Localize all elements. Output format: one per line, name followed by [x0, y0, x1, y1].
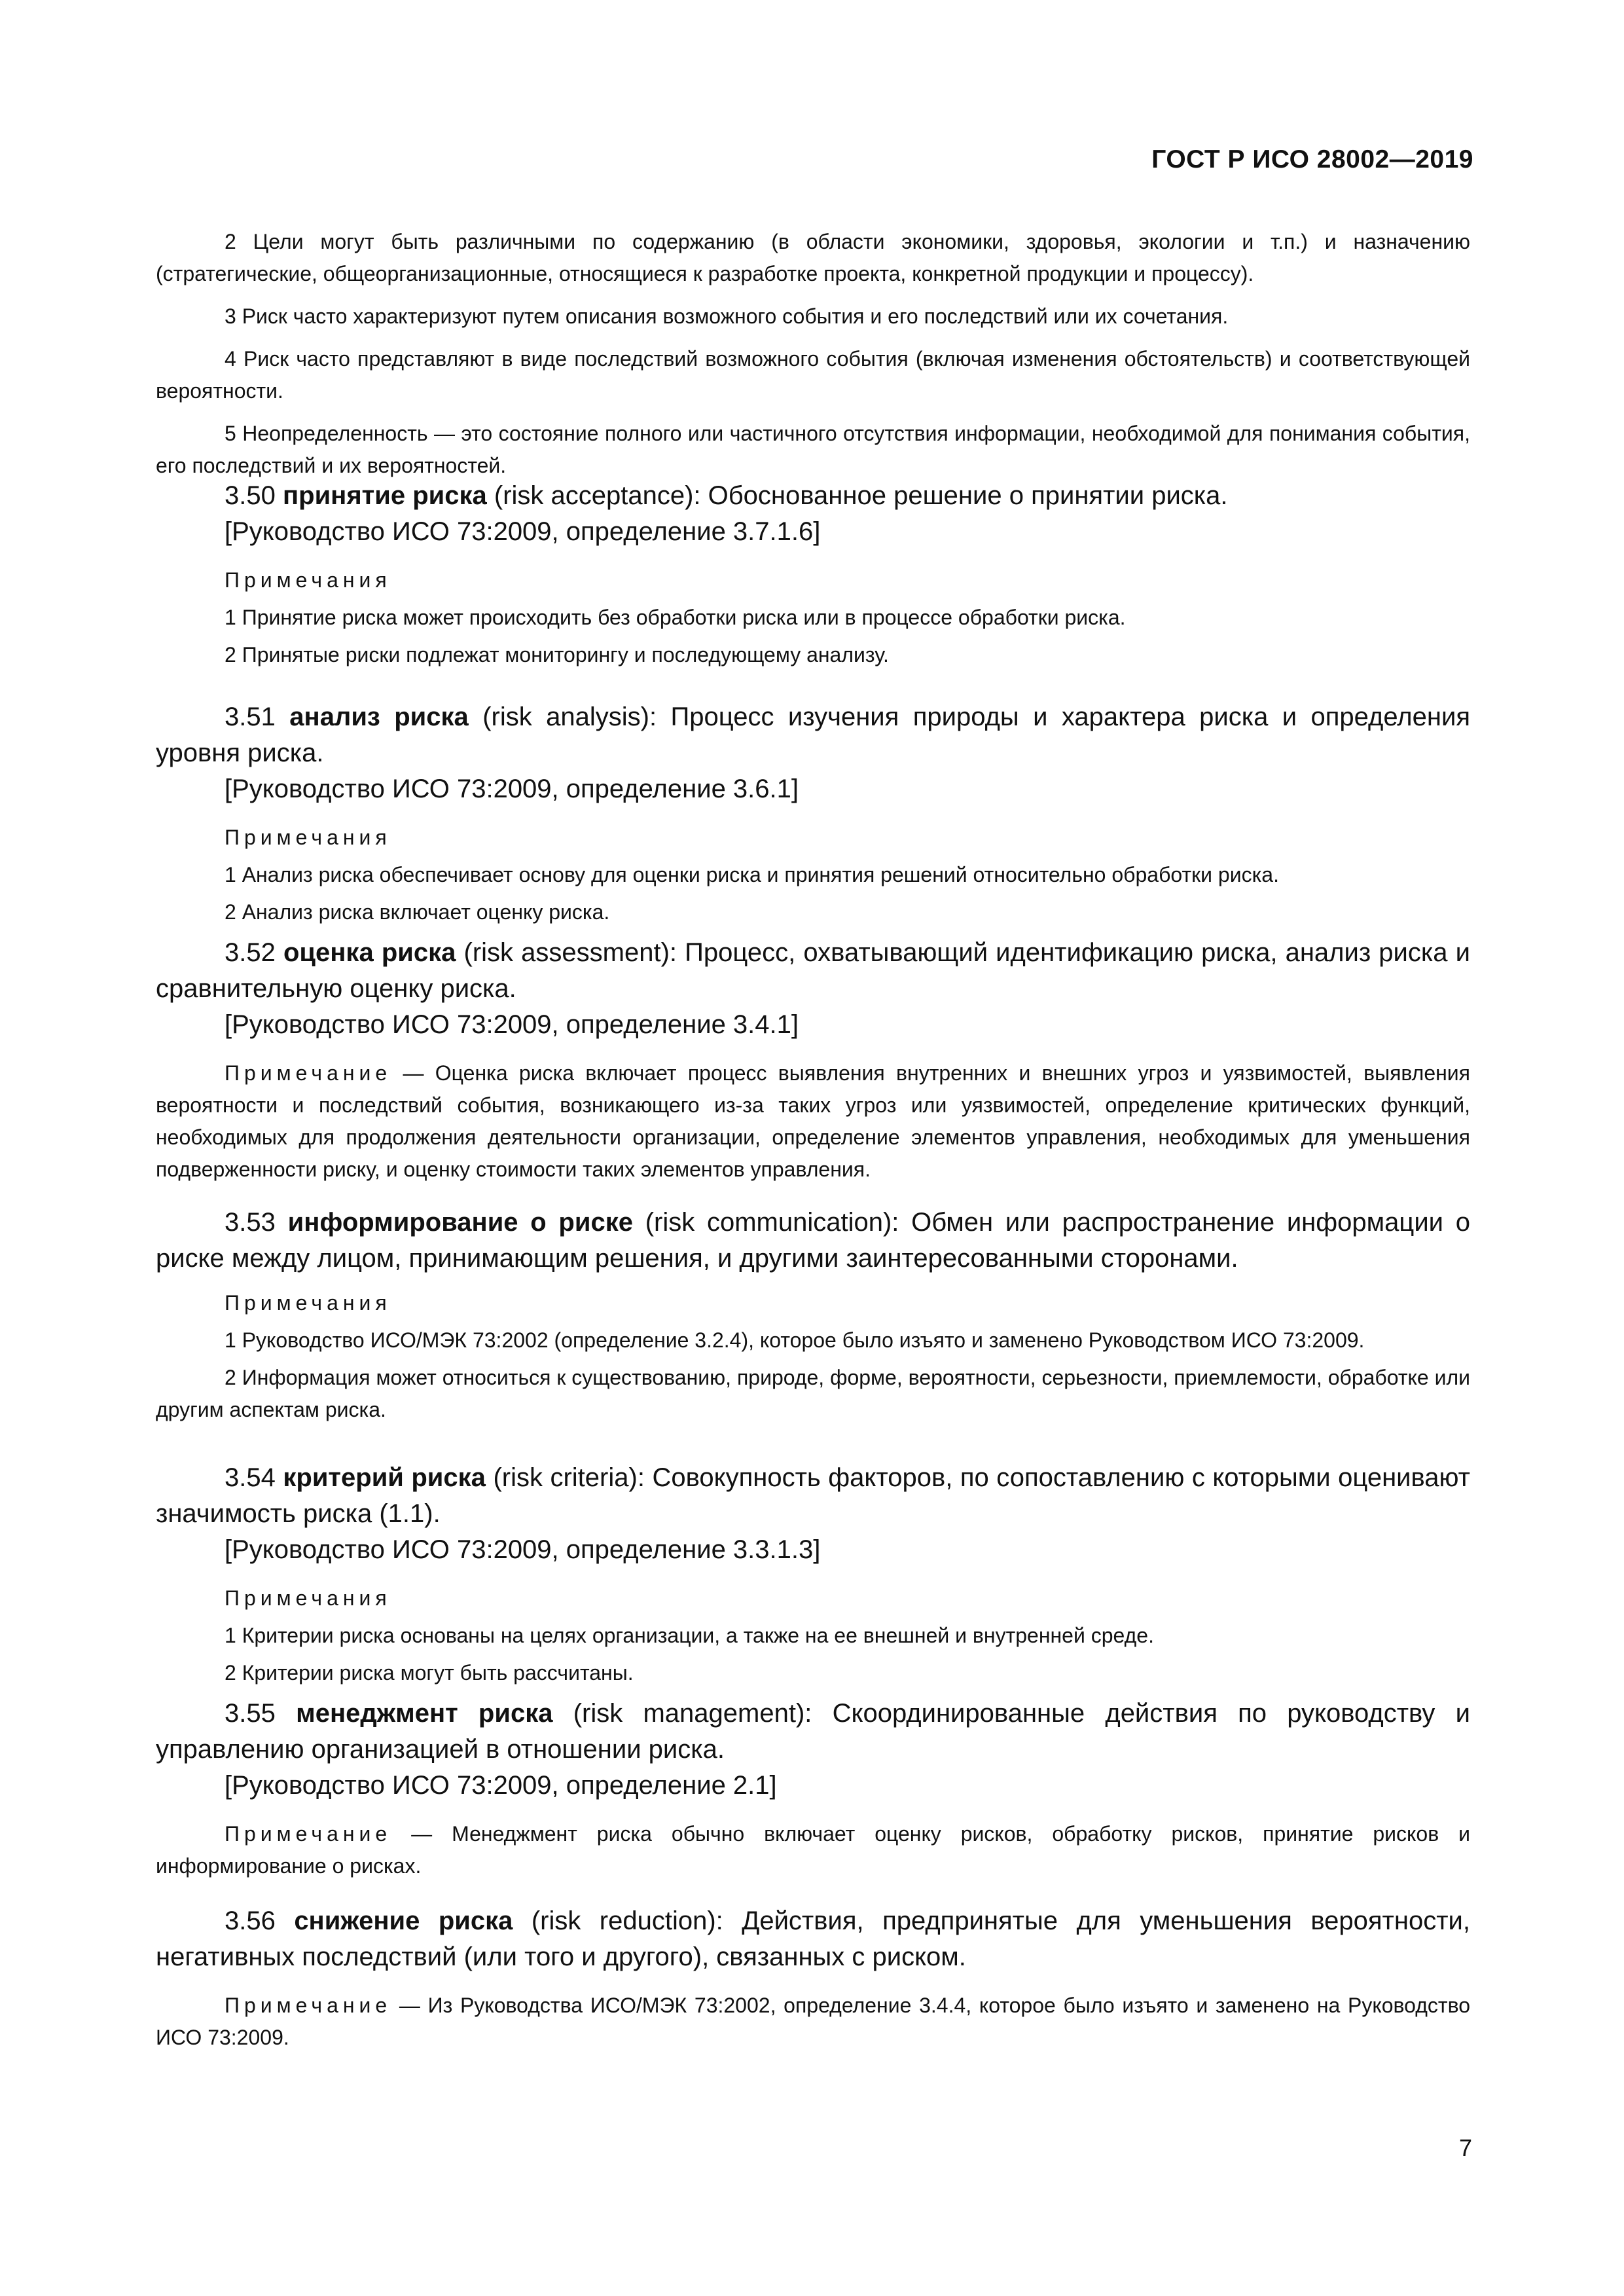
notes-label: Примечания [225, 568, 391, 592]
reference-3-54: [Руководство ИСО 73:2009, определение 3.3.1.3] [225, 1535, 821, 1564]
reference-3-55: [Руководство ИСО 73:2009, определение 2.1] [225, 1771, 777, 1800]
definition-text: (risk reduction): Действия, предпринятые для уменьшения вероятности, негативных последствий (или того и другого), связанных с риском. [156, 1906, 1470, 1971]
definition-3-51 [156, 699, 1470, 771]
note-text: — Из Руководства ИСО/МЭК 73:2002, определение 3.4.4, которое было изъято и заменено на Руководство ИСО 73:2009. [156, 1994, 1470, 2049]
note-3-51-1: 1 Анализ риска обеспечивает основу для оценки риска и принятия решений относительно обработки риска. [225, 863, 1279, 886]
term-risk-assessment: оценка риска [283, 938, 456, 967]
note-label: Примечание [225, 1061, 392, 1085]
note-3-54-2: 2 Критерии риска могут быть рассчитаны. [225, 1661, 634, 1685]
note-3-54-1: 1 Критерии риска основаны на целях организации, а также на ее внешней и внутренней среде. [225, 1624, 1154, 1647]
section-3-54 [156, 1460, 1470, 1689]
section-number: 3.51 [225, 702, 276, 731]
note-3-56 [156, 1990, 1470, 2054]
note-3-50-1: 1 Принятие риска может происходить без обработки риска или в процессе обработки риска. [225, 606, 1126, 629]
definition-text: (risk analysis): Процесс изучения природы и характера риска и определения уровня риска. [156, 702, 1470, 767]
section-3-52 [156, 935, 1470, 1186]
notes-label: Примечания [225, 1291, 391, 1315]
term-risk-analysis: анализ риска [289, 702, 469, 731]
section-3-55 [156, 1696, 1470, 1882]
section-number: 3.52 [225, 938, 276, 967]
definition-text: (risk criteria): Совокупность факторов, по сопоставлению с которыми оценивают значимость риска (1.1). [156, 1463, 1470, 1528]
intro-note-2: 2 Цели могут быть различными по содержанию (в области экономики, здоровья, экологии и т.п.) и назначению (стратегические, общеорганизационные, относящиеся к разработке проекта, конкретной продукции и процессу). [156, 230, 1470, 285]
term-risk-management: менеджмент риска [296, 1699, 553, 1728]
notes-label: Примечания [225, 1586, 391, 1610]
intro-note-3: 3 Риск часто характеризуют путем описания возможного события и его последствий или их сочетания. [225, 304, 1229, 328]
note-3-55 [156, 1818, 1470, 1882]
section-number: 3.54 [225, 1463, 276, 1492]
note-3-53-1: 1 Руководство ИСО/МЭК 73:2002 (определение 3.2.4), которое было изъято и заменено Руководством ИСО 73:2009. [225, 1328, 1365, 1352]
section-3-56 [156, 1903, 1470, 2054]
standard-header: ГОСТ Р ИСО 28002—2019 [1151, 145, 1473, 173]
section-number: 3.50 [225, 481, 276, 510]
reference-3-52: [Руководство ИСО 73:2009, определение 3.4.1] [225, 1010, 799, 1039]
definition-text: (risk acceptance): Обоснованное решение о принятии риска. [494, 481, 1228, 510]
definition-3-54 [156, 1460, 1470, 1532]
section-3-53 [156, 1205, 1470, 1426]
definition-3-53 [156, 1205, 1470, 1277]
definition-3-56 [156, 1903, 1470, 1975]
reference-3-51: [Руководство ИСО 73:2009, определение 3.6.1] [225, 774, 799, 803]
note-3-53-2: 2 Информация может относиться к существованию, природе, форме, вероятности, серьезности, приемлемости, обработке или другим аспектам риска. [156, 1366, 1470, 1421]
term-risk-communication: информирование о риске [287, 1208, 633, 1237]
section-number: 3.53 [225, 1208, 276, 1237]
note-label: Примечание [225, 1994, 392, 2017]
definition-text: (risk communication): Обмен или распространение информации о риске между лицом, принимающим решения, и другими заинтересованными сторонами. [156, 1208, 1471, 1273]
term-risk-reduction: снижение риска [294, 1906, 513, 1935]
section-number: 3.56 [225, 1906, 276, 1935]
note-text: — Оценка риска включает процесс выявления внутренних и внешних угроз и уязвимостей, выявления вероятности и последствий события, возникающего из-за таких угроз или уязвимостей, определение критических функций, необходимых для продолжения деятельности организации, определение элементов управления, необходимых для уменьшения подверженности риску, и оценку стоимости таких элементов управления. [156, 1061, 1470, 1181]
page-number: 7 [1458, 2134, 1472, 2161]
definition-text: (risk assessment): Процесс, охватывающий идентификацию риска, анализ риска и сравнительную оценку риска. [156, 938, 1470, 1003]
definition-3-52 [156, 935, 1470, 1007]
term-risk-criteria: критерий риска [283, 1463, 486, 1492]
note-text: — Менеджмент риска обычно включает оценку рисков, обработку рисков, принятие рисков и информирование о рисках. [156, 1822, 1470, 1878]
definition-3-55 [156, 1696, 1470, 1768]
intro-notes [156, 226, 1470, 482]
section-3-51 [156, 699, 1470, 928]
definition-3-50 [156, 478, 1470, 514]
note-3-50-2: 2 Принятые риски подлежат мониторингу и последующему анализу. [225, 643, 889, 666]
section-3-50 [156, 478, 1470, 671]
term-risk-acceptance: принятие риска [282, 481, 487, 510]
reference-3-50: [Руководство ИСО 73:2009, определение 3.7.1.6] [225, 517, 821, 546]
note-label: Примечание [225, 1822, 392, 1846]
intro-note-5: 5 Неопределенность — это состояние полного или частичного отсутствия информации, необходимой для понимания события, его последствий и их вероятностей. [156, 422, 1470, 477]
note-3-51-2: 2 Анализ риска включает оценку риска. [225, 900, 610, 924]
definition-text: (risk management): Скоординированные действия по руководству и управлению организацией в отношении риска. [156, 1699, 1470, 1764]
intro-note-4: 4 Риск часто представляют в виде последствий возможного события (включая изменения обстоятельств) и соответствующей вероятности. [156, 347, 1470, 403]
section-number: 3.55 [225, 1699, 276, 1728]
notes-label: Примечания [225, 826, 391, 849]
note-3-52 [156, 1057, 1470, 1186]
